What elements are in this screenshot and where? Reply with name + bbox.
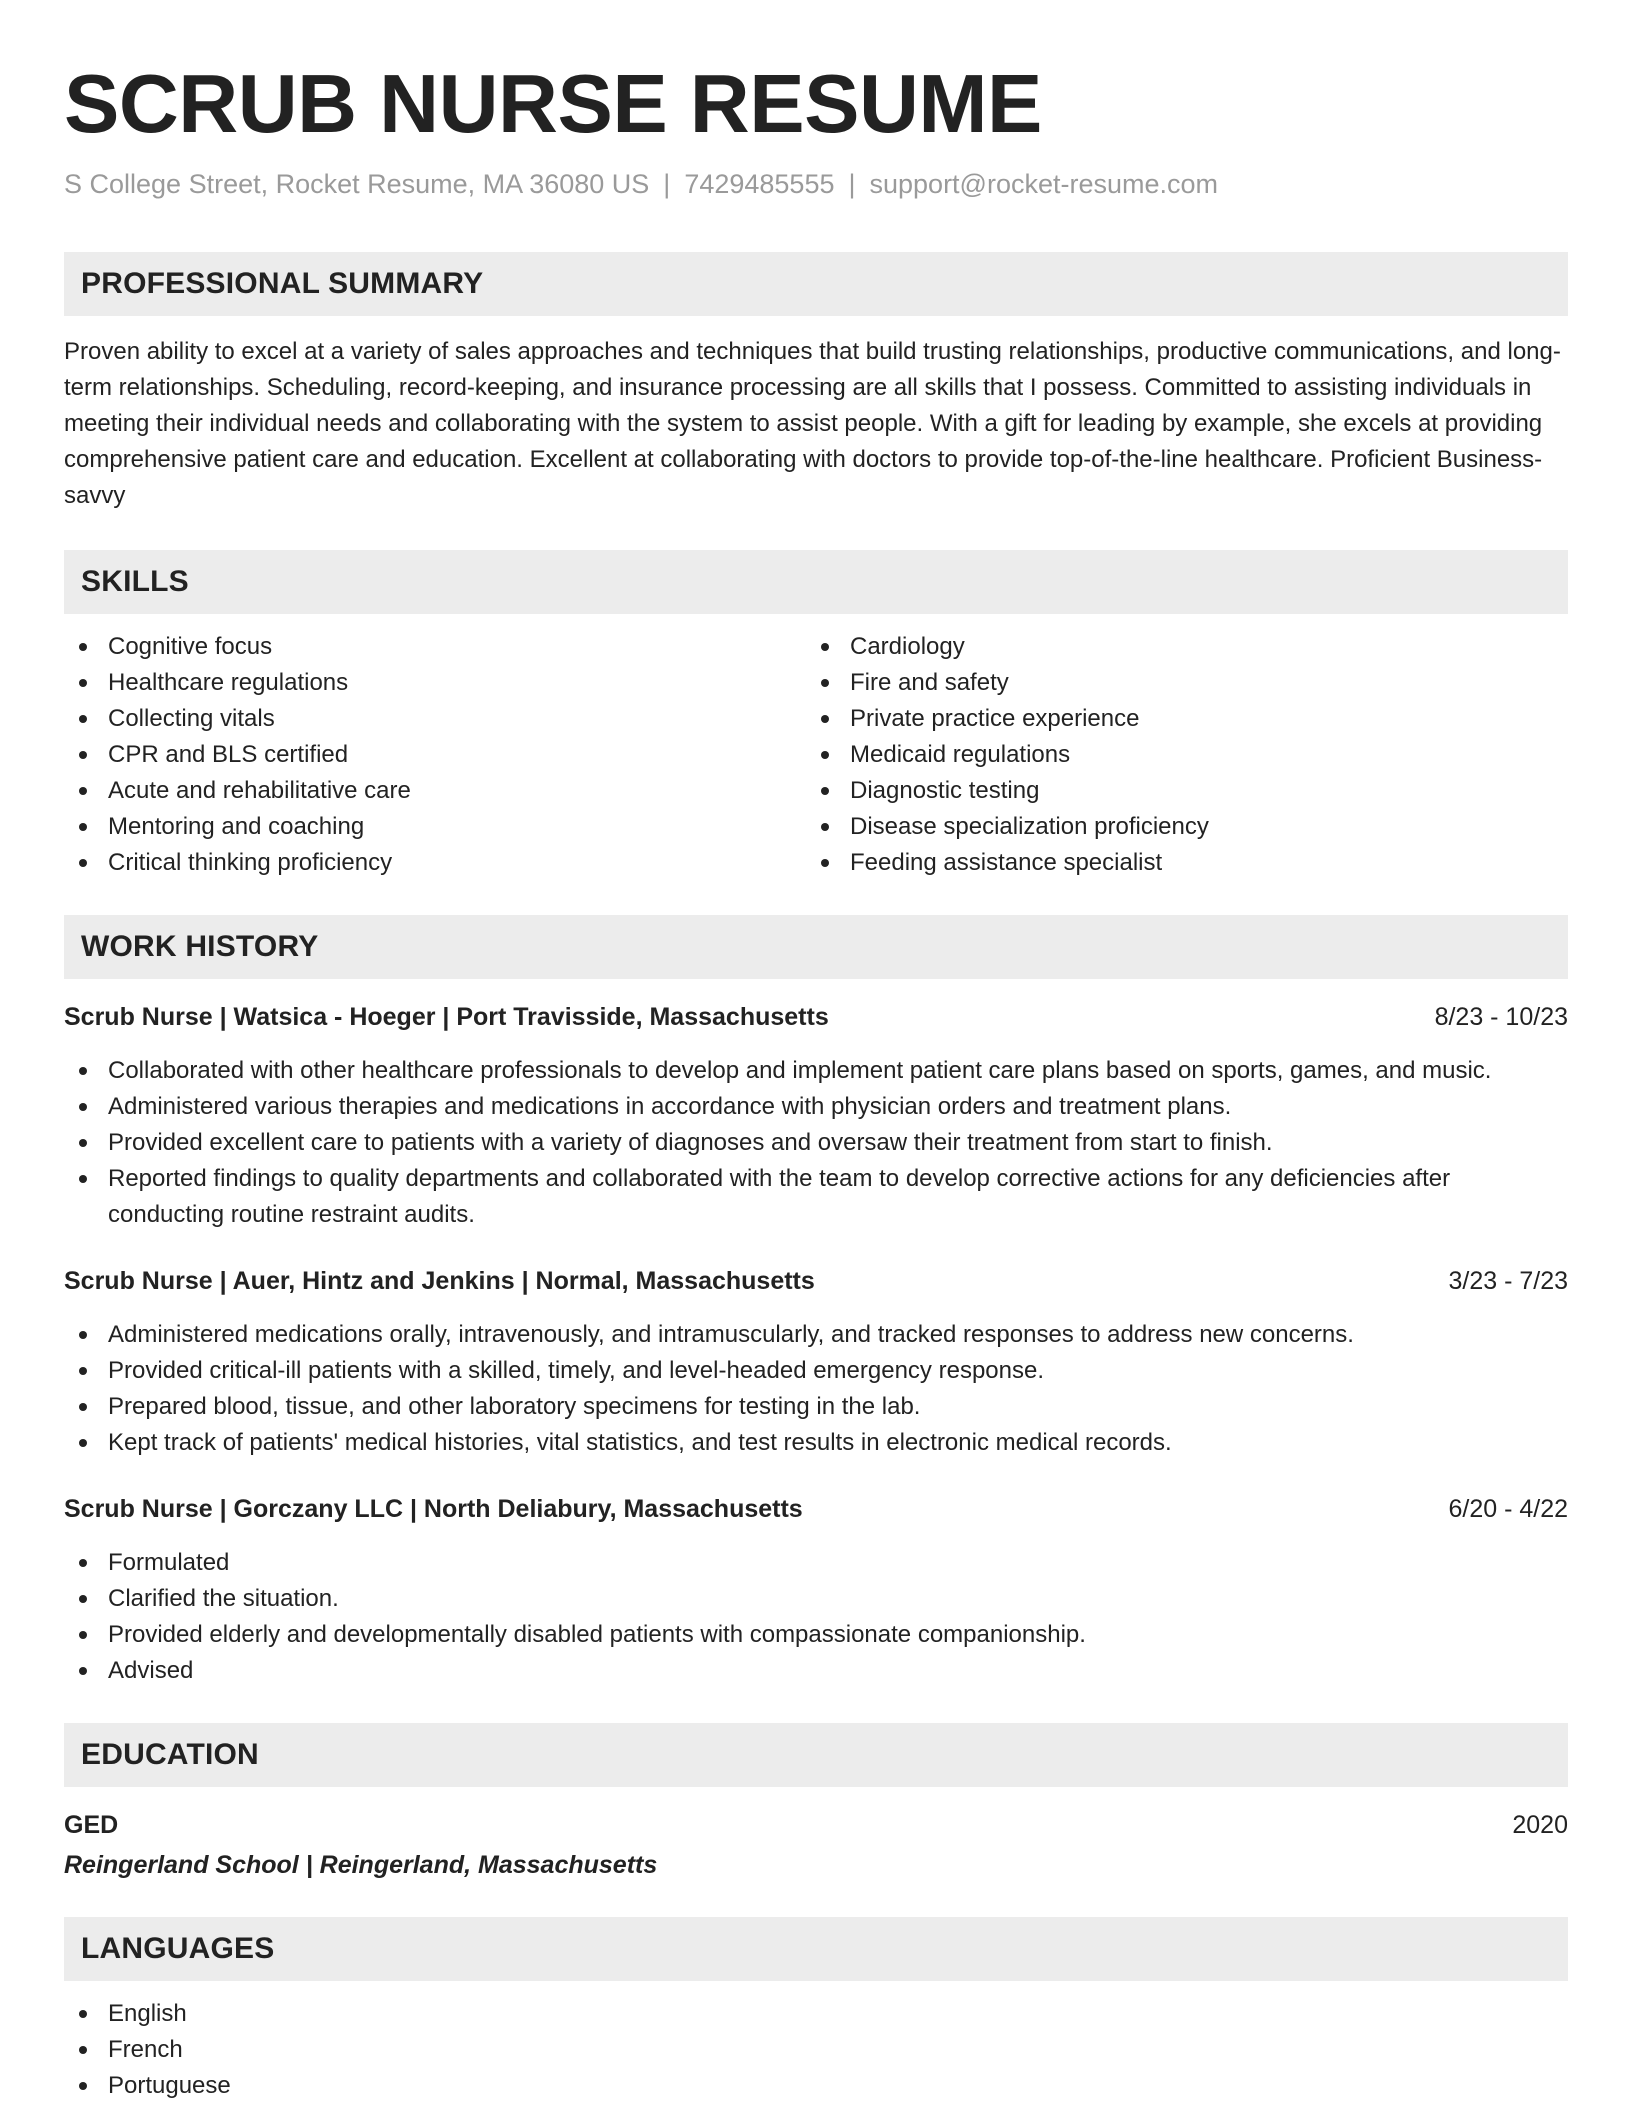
skill-item: Cardiology <box>806 629 1548 665</box>
skill-item: Collecting vitals <box>64 701 806 737</box>
section-title-skills: SKILLS <box>81 565 189 598</box>
skill-item: Feeding assistance specialist <box>806 845 1548 881</box>
education-header <box>64 1807 1568 1843</box>
section-title-summary: PROFESSIONAL SUMMARY <box>81 267 484 300</box>
skills-list-left <box>64 629 806 881</box>
job-dates: 3/23 - 7/23 <box>1448 1267 1568 1295</box>
job-title: Scrub Nurse | Watsica - Hoeger | Port Travisside, Massachusetts <box>64 1003 829 1031</box>
section-header <box>64 915 1568 979</box>
job-bullets <box>64 1053 1568 1233</box>
job-bullet: Prepared blood, tissue, and other laboratory specimens for testing in the lab. <box>64 1389 1568 1425</box>
job-bullet: Kept track of patients' medical histories, vital statistics, and test results in electronic medical records. <box>64 1425 1568 1461</box>
section-header <box>64 252 1568 316</box>
skill-item: Private practice experience <box>806 701 1548 737</box>
skills-list-right <box>806 629 1548 881</box>
education-section <box>64 1723 1568 1883</box>
section-title-education: EDUCATION <box>81 1738 259 1771</box>
skill-item: Diagnostic testing <box>806 773 1548 809</box>
language-item: English <box>64 1996 1568 2032</box>
summary-section <box>64 252 1568 514</box>
section-header <box>64 1917 1568 1981</box>
job-bullet: Provided critical-ill patients with a skilled, timely, and level-headed emergency response. <box>64 1353 1568 1389</box>
job-bullet: Clarified the situation. <box>64 1581 1568 1617</box>
work-section <box>64 915 1568 1689</box>
job-title: Scrub Nurse | Auer, Hintz and Jenkins | Normal, Massachusetts <box>64 1267 815 1295</box>
language-item: Portuguese <box>64 2068 1568 2104</box>
job-header <box>64 1491 1568 1527</box>
education-year: 2020 <box>1512 1811 1568 1839</box>
section-header <box>64 1723 1568 1787</box>
language-item: French <box>64 2032 1568 2068</box>
education-school: Reingerland School | Reingerland, Massachusetts <box>64 1851 658 1879</box>
education-degree: GED <box>64 1811 119 1839</box>
job-bullet: Provided elderly and developmentally disabled patients with compassionate companionship. <box>64 1617 1568 1653</box>
job-bullet: Collaborated with other healthcare professionals to develop and implement patient care plans based on sports, games, and music. <box>64 1053 1568 1089</box>
job-bullet: Reported findings to quality departments and collaborated with the team to develop corrective actions for any deficiencies after conducting routine restraint audits. <box>64 1161 1568 1233</box>
summary-text: Proven ability to excel at a variety of sales approaches and techniques that build trusting relationships, productive communications, and long-term relationships. Scheduling, record-keeping, and insurance processing are all skills that I possess. Committed to assisting individuals in meeting their individual needs and collaborating with the system to assist people. With a gift for leading by example, she excels at providing comprehensive patient care and education. Excellent at collaborating with doctors to provide top-of-the-line healthcare. Proficient Business-savvy <box>64 338 1561 509</box>
education-entry <box>64 1807 1568 1883</box>
job-bullets <box>64 1545 1568 1689</box>
job-entry <box>64 999 1568 1233</box>
skill-item: Disease specialization proficiency <box>806 809 1548 845</box>
contact-email: support@rocket-resume.com <box>869 169 1219 199</box>
job-entry <box>64 1491 1568 1689</box>
languages-section <box>64 1917 1568 2104</box>
job-header <box>64 999 1568 1035</box>
job-bullet: Administered medications orally, intravenously, and intramuscularly, and tracked responses to address new concerns. <box>64 1317 1568 1353</box>
job-header <box>64 1263 1568 1299</box>
job-bullet: Provided excellent care to patients with a variety of diagnoses and oversaw their treatment from start to finish. <box>64 1125 1568 1161</box>
job-bullet: Advised <box>64 1653 1568 1689</box>
skill-item: Medicaid regulations <box>806 737 1548 773</box>
skill-item: Mentoring and coaching <box>64 809 806 845</box>
job-bullets <box>64 1317 1568 1461</box>
contact-separator: | <box>848 169 856 199</box>
section-header <box>64 550 1568 614</box>
resume-name: SCRUB NURSE RESUME <box>64 57 1042 150</box>
skill-item: Critical thinking proficiency <box>64 845 806 881</box>
contact-address: S College Street, Rocket Resume, MA 36080 US <box>64 169 650 199</box>
job-dates: 8/23 - 10/23 <box>1434 1003 1568 1031</box>
section-title-work: WORK HISTORY <box>81 930 319 963</box>
skill-item: CPR and BLS certified <box>64 737 806 773</box>
skills-grid <box>64 629 1568 881</box>
skill-item: Cognitive focus <box>64 629 806 665</box>
job-entry <box>64 1263 1568 1461</box>
contact-separator: | <box>663 169 671 199</box>
contact-line <box>64 166 1568 202</box>
skills-section <box>64 550 1568 881</box>
skill-item: Acute and rehabilitative care <box>64 773 806 809</box>
section-title-languages: LANGUAGES <box>81 1932 275 1965</box>
languages-list <box>64 1996 1568 2104</box>
job-bullet: Administered various therapies and medications in accordance with physician orders and treatment plans. <box>64 1089 1568 1125</box>
contact-phone: 7429485555 <box>684 169 835 199</box>
job-dates: 6/20 - 4/22 <box>1448 1495 1568 1523</box>
job-title: Scrub Nurse | Gorczany LLC | North Deliabury, Massachusetts <box>64 1495 803 1523</box>
job-bullet: Formulated <box>64 1545 1568 1581</box>
skill-item: Healthcare regulations <box>64 665 806 701</box>
skill-item: Fire and safety <box>806 665 1548 701</box>
